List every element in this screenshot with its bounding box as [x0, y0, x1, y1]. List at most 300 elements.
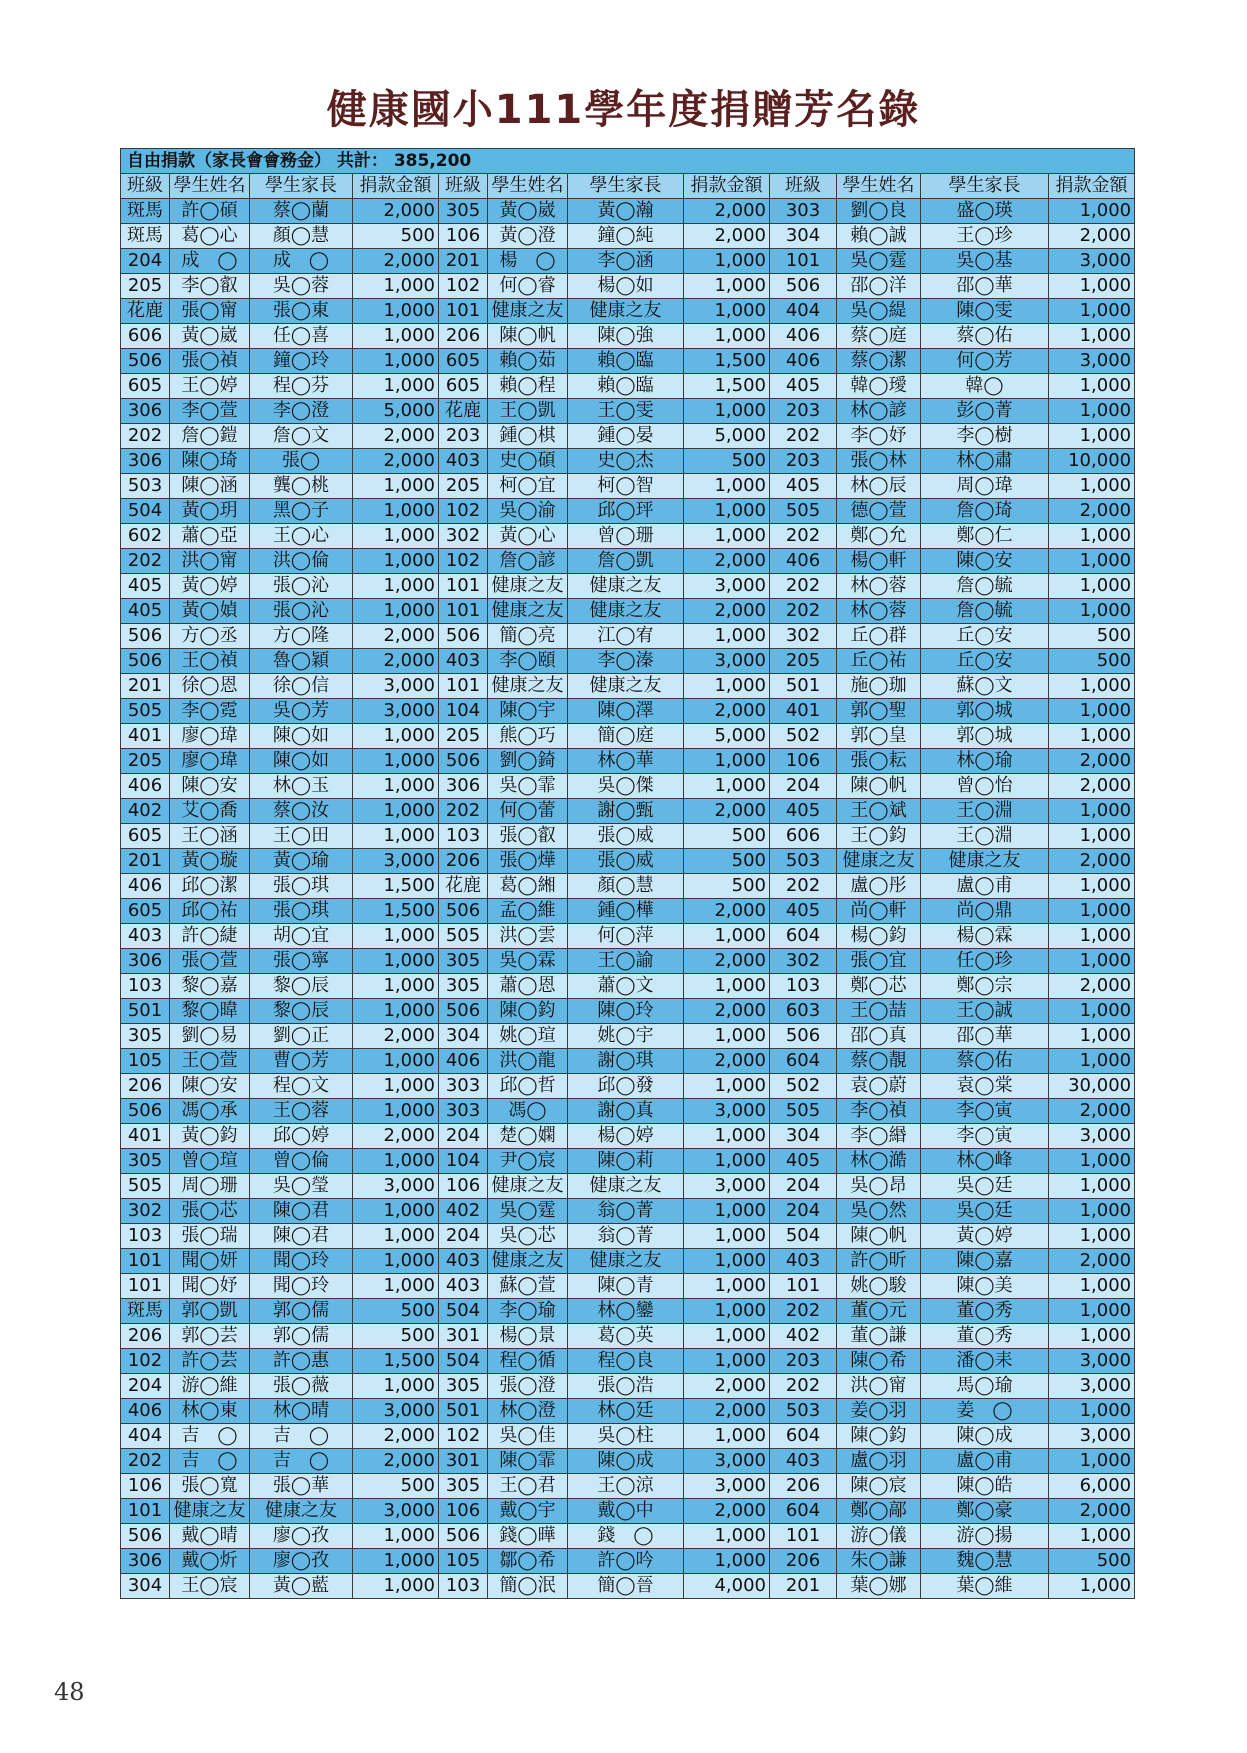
class-cell: 106	[770, 749, 837, 774]
class-cell: 504	[770, 1224, 837, 1249]
student-name-cell: 楊◯景	[488, 1324, 568, 1349]
donation-table	[120, 148, 1135, 1599]
student-name-cell: 張◯寬	[170, 1474, 250, 1499]
parent-name-cell: 李◯寅	[921, 1099, 1049, 1124]
table-row	[121, 1474, 1135, 1499]
student-name-cell: 黃◯璇	[170, 849, 250, 874]
student-name-cell: 陳◯琦	[170, 449, 250, 474]
student-name-cell: 邱◯祐	[170, 899, 250, 924]
class-cell: 506	[439, 1524, 488, 1549]
student-name-cell: 姚◯瑄	[488, 1024, 568, 1049]
table-row	[121, 974, 1135, 999]
class-cell: 406	[770, 549, 837, 574]
student-name-cell: 姚◯駿	[837, 1274, 921, 1299]
class-cell: 406	[121, 874, 170, 899]
table-row	[121, 1424, 1135, 1449]
class-cell: 302	[121, 1199, 170, 1224]
class-cell: 505	[439, 924, 488, 949]
amount-cell: 1,000	[684, 274, 770, 299]
parent-name-cell: 林◯華	[568, 749, 684, 774]
parent-name-cell: 游◯揚	[921, 1524, 1049, 1549]
class-cell: 204	[770, 1174, 837, 1199]
class-cell: 204	[439, 1124, 488, 1149]
table-row	[121, 774, 1135, 799]
parent-name-cell: 健康之友	[250, 1499, 353, 1524]
parent-name-cell: 魯◯穎	[250, 649, 353, 674]
header-row	[121, 174, 1135, 199]
student-name-cell: 韓◯璦	[837, 374, 921, 399]
student-name-cell: 邱◯哲	[488, 1074, 568, 1099]
student-name-cell: 王◯涵	[170, 824, 250, 849]
class-cell: 505	[770, 1099, 837, 1124]
class-cell: 203	[770, 1349, 837, 1374]
amount-cell: 1,000	[684, 1224, 770, 1249]
class-cell: 301	[439, 1324, 488, 1349]
parent-name-cell: 丘◯安	[921, 624, 1049, 649]
class-cell: 106	[439, 224, 488, 249]
parent-name-cell: 陳◯強	[568, 324, 684, 349]
amount-cell: 2,000	[353, 249, 439, 274]
student-name-cell: 方◯丞	[170, 624, 250, 649]
student-name-cell: 邱◯潔	[170, 874, 250, 899]
amount-cell: 1,000	[1049, 199, 1135, 224]
column-header: 學生家長	[568, 174, 684, 199]
student-name-cell: 健康之友	[837, 849, 921, 874]
amount-cell: 1,000	[684, 524, 770, 549]
student-name-cell: 吳◯渝	[488, 499, 568, 524]
parent-name-cell: 謝◯甄	[568, 799, 684, 824]
class-cell: 201	[770, 1574, 837, 1599]
class-cell: 203	[770, 449, 837, 474]
class-cell: 202	[439, 799, 488, 824]
parent-name-cell: 張◯沁	[250, 599, 353, 624]
table-row	[121, 1324, 1135, 1349]
parent-name-cell: 張◯琪	[250, 899, 353, 924]
amount-cell: 1,000	[684, 924, 770, 949]
amount-cell: 1,000	[353, 1374, 439, 1399]
amount-cell: 1,000	[1049, 1524, 1135, 1549]
student-name-cell: 陳◯帆	[837, 1224, 921, 1249]
student-name-cell: 黃◯崴	[170, 324, 250, 349]
table-row	[121, 1524, 1135, 1549]
student-name-cell: 蔡◯靚	[837, 1049, 921, 1074]
parent-name-cell: 廖◯孜	[250, 1549, 353, 1574]
student-name-cell: 黃◯澄	[488, 224, 568, 249]
class-cell: 403	[770, 1449, 837, 1474]
class-cell: 101	[439, 599, 488, 624]
parent-name-cell: 陳◯君	[250, 1224, 353, 1249]
student-name-cell: 詹◯鎧	[170, 424, 250, 449]
amount-cell: 1,000	[684, 974, 770, 999]
student-name-cell: 王◯鈞	[837, 824, 921, 849]
parent-name-cell: 聞◯玲	[250, 1249, 353, 1274]
student-name-cell: 陳◯涵	[170, 474, 250, 499]
amount-cell: 3,000	[353, 1499, 439, 1524]
class-cell: 201	[121, 674, 170, 699]
amount-cell: 3,000	[353, 699, 439, 724]
student-name-cell: 葉◯娜	[837, 1574, 921, 1599]
class-cell: 305	[439, 1474, 488, 1499]
class-cell: 102	[439, 274, 488, 299]
class-cell: 401	[770, 699, 837, 724]
student-name-cell: 戴◯宇	[488, 1499, 568, 1524]
amount-cell: 2,000	[1049, 224, 1135, 249]
amount-cell: 2,000	[353, 1024, 439, 1049]
parent-name-cell: 盧◯甫	[921, 874, 1049, 899]
class-cell: 606	[121, 324, 170, 349]
parent-name-cell: 陳◯雯	[921, 299, 1049, 324]
class-cell: 103	[439, 824, 488, 849]
student-name-cell: 聞◯妤	[170, 1274, 250, 1299]
amount-cell: 1,000	[684, 1299, 770, 1324]
table-row	[121, 824, 1135, 849]
amount-cell: 2,000	[684, 1374, 770, 1399]
class-cell: 104	[439, 1149, 488, 1174]
parent-name-cell: 邵◯華	[921, 1024, 1049, 1049]
amount-cell: 2,000	[1049, 499, 1135, 524]
amount-cell: 1,000	[684, 749, 770, 774]
parent-name-cell: 程◯芬	[250, 374, 353, 399]
class-cell: 406	[770, 349, 837, 374]
amount-cell: 1,000	[353, 574, 439, 599]
table-row	[121, 749, 1135, 774]
amount-cell: 1,000	[1049, 724, 1135, 749]
class-cell: 405	[770, 374, 837, 399]
parent-name-cell: 陳◯成	[568, 1449, 684, 1474]
amount-cell: 2,000	[1049, 849, 1135, 874]
class-cell: 101	[121, 1249, 170, 1274]
class-cell: 402	[439, 1199, 488, 1224]
amount-cell: 1,000	[684, 324, 770, 349]
class-cell: 202	[770, 424, 837, 449]
amount-cell: 1,000	[353, 599, 439, 624]
amount-cell: 1,000	[1049, 674, 1135, 699]
amount-cell: 2,000	[1049, 1099, 1135, 1124]
student-name-cell: 林◯蓉	[837, 574, 921, 599]
amount-cell: 1,000	[353, 299, 439, 324]
class-cell: 504	[121, 499, 170, 524]
amount-cell: 2,000	[684, 699, 770, 724]
page-title: 健康國小111學年度捐贈芳名錄	[326, 87, 921, 133]
parent-name-cell: 張◯寧	[250, 949, 353, 974]
class-cell: 506	[770, 274, 837, 299]
class-cell: 202	[121, 549, 170, 574]
amount-cell: 3,000	[684, 649, 770, 674]
amount-cell: 3,000	[353, 1174, 439, 1199]
class-cell: 506	[121, 1524, 170, 1549]
amount-cell: 6,000	[1049, 1474, 1135, 1499]
amount-cell: 3,000	[1049, 249, 1135, 274]
parent-name-cell: 鐘◯純	[568, 224, 684, 249]
student-name-cell: 董◯元	[837, 1299, 921, 1324]
class-cell: 503	[770, 1399, 837, 1424]
table-row	[121, 199, 1135, 224]
student-name-cell: 詹◯諺	[488, 549, 568, 574]
class-cell: 斑馬	[121, 199, 170, 224]
student-name-cell: 盧◯彤	[837, 874, 921, 899]
class-cell: 102	[439, 499, 488, 524]
table-row	[121, 449, 1135, 474]
amount-cell: 2,000	[353, 1449, 439, 1474]
class-cell: 305	[439, 949, 488, 974]
table-row	[121, 1299, 1135, 1324]
class-cell: 202	[770, 874, 837, 899]
parent-name-cell: 健康之友	[568, 1174, 684, 1199]
class-cell: 204	[770, 1199, 837, 1224]
table-row	[121, 1099, 1135, 1124]
student-name-cell: 林◯辰	[837, 474, 921, 499]
table-row	[121, 1199, 1135, 1224]
amount-cell: 2,000	[684, 599, 770, 624]
student-name-cell: 史◯碩	[488, 449, 568, 474]
amount-cell: 2,000	[353, 449, 439, 474]
amount-cell: 3,000	[1049, 1374, 1135, 1399]
class-cell: 505	[121, 1174, 170, 1199]
amount-cell: 1,000	[353, 749, 439, 774]
amount-cell: 1,000	[684, 1024, 770, 1049]
class-cell: 101	[770, 1524, 837, 1549]
parent-name-cell: 吳◯廷	[921, 1174, 1049, 1199]
class-cell: 405	[770, 799, 837, 824]
column-header: 捐款金額	[1049, 174, 1135, 199]
parent-name-cell: 王◯諭	[568, 949, 684, 974]
parent-name-cell: 詹◯毓	[921, 574, 1049, 599]
student-name-cell: 楊◯軒	[837, 549, 921, 574]
student-name-cell: 健康之友	[488, 599, 568, 624]
parent-name-cell: 程◯文	[250, 1074, 353, 1099]
class-cell: 301	[439, 1449, 488, 1474]
student-name-cell: 李◯禎	[837, 1099, 921, 1124]
student-name-cell: 林◯蓉	[837, 599, 921, 624]
parent-name-cell: 黑◯子	[250, 499, 353, 524]
student-name-cell: 李◯萱	[170, 399, 250, 424]
table-row	[121, 1349, 1135, 1374]
student-name-cell: 李◯叡	[170, 274, 250, 299]
amount-cell: 1,000	[1049, 1574, 1135, 1599]
column-header: 捐款金額	[684, 174, 770, 199]
student-name-cell: 王◯禎	[170, 649, 250, 674]
parent-name-cell: 賴◯臨	[568, 374, 684, 399]
amount-cell: 2,000	[684, 224, 770, 249]
amount-cell: 1,000	[1049, 899, 1135, 924]
class-cell: 103	[439, 1574, 488, 1599]
class-cell: 405	[121, 574, 170, 599]
student-name-cell: 張◯林	[837, 449, 921, 474]
amount-cell: 1,000	[1049, 549, 1135, 574]
class-cell: 202	[770, 599, 837, 624]
amount-cell: 3,000	[684, 1474, 770, 1499]
student-name-cell: 郭◯皇	[837, 724, 921, 749]
student-name-cell: 李◯妤	[837, 424, 921, 449]
student-name-cell: 董◯謙	[837, 1324, 921, 1349]
parent-name-cell: 鍾◯晏	[568, 424, 684, 449]
student-name-cell: 蔡◯庭	[837, 324, 921, 349]
student-name-cell: 蕭◯恩	[488, 974, 568, 999]
parent-name-cell: 林◯晴	[250, 1399, 353, 1424]
parent-name-cell: 謝◯琪	[568, 1049, 684, 1074]
student-name-cell: 聞◯妍	[170, 1249, 250, 1274]
table-row	[121, 1149, 1135, 1174]
class-cell: 303	[439, 1074, 488, 1099]
parent-name-cell: 黃◯瀚	[568, 199, 684, 224]
class-cell: 405	[121, 599, 170, 624]
class-cell: 406	[770, 324, 837, 349]
student-name-cell: 洪◯甯	[170, 549, 250, 574]
column-header: 捐款金額	[353, 174, 439, 199]
student-name-cell: 曾◯瑄	[170, 1149, 250, 1174]
amount-cell: 1,000	[353, 1524, 439, 1549]
class-cell: 203	[439, 424, 488, 449]
parent-name-cell: 馬◯瑜	[921, 1374, 1049, 1399]
table-row	[121, 274, 1135, 299]
parent-name-cell: 詹◯毓	[921, 599, 1049, 624]
amount-cell: 30,000	[1049, 1074, 1135, 1099]
parent-name-cell: 詹◯琦	[921, 499, 1049, 524]
student-name-cell: 健康之友	[488, 1249, 568, 1274]
student-name-cell: 陳◯安	[170, 1074, 250, 1099]
amount-cell: 1,000	[1049, 1299, 1135, 1324]
student-name-cell: 陳◯宇	[488, 699, 568, 724]
amount-cell: 1,000	[353, 774, 439, 799]
parent-name-cell: 健康之友	[568, 599, 684, 624]
class-cell: 203	[770, 399, 837, 424]
parent-name-cell: 黃◯藍	[250, 1574, 353, 1599]
student-name-cell: 張◯芯	[170, 1199, 250, 1224]
amount-cell: 1,000	[353, 1224, 439, 1249]
student-name-cell: 周◯珊	[170, 1174, 250, 1199]
student-name-cell: 游◯維	[170, 1374, 250, 1399]
table-row	[121, 474, 1135, 499]
parent-name-cell: 郭◯城	[921, 724, 1049, 749]
parent-name-cell: 詹◯文	[250, 424, 353, 449]
class-cell: 503	[121, 474, 170, 499]
student-name-cell: 姜◯羽	[837, 1399, 921, 1424]
amount-cell: 2,000	[684, 549, 770, 574]
parent-name-cell: 簡◯庭	[568, 724, 684, 749]
parent-name-cell: 吉 ◯	[250, 1449, 353, 1474]
parent-name-cell: 丘◯安	[921, 649, 1049, 674]
parent-name-cell: 陳◯如	[250, 749, 353, 774]
parent-name-cell: 吳◯廷	[921, 1199, 1049, 1224]
parent-name-cell: 陳◯玲	[568, 999, 684, 1024]
amount-cell: 3,000	[684, 1174, 770, 1199]
parent-name-cell: 董◯秀	[921, 1299, 1049, 1324]
class-cell: 102	[121, 1349, 170, 1374]
student-name-cell: 吉 ◯	[170, 1449, 250, 1474]
parent-name-cell: 徐◯信	[250, 674, 353, 699]
amount-cell: 2,000	[684, 899, 770, 924]
class-cell: 305	[439, 199, 488, 224]
table-row	[121, 699, 1135, 724]
amount-cell: 2,000	[1049, 1499, 1135, 1524]
amount-cell: 1,000	[1049, 1324, 1135, 1349]
parent-name-cell: 王◯珍	[921, 224, 1049, 249]
class-cell: 606	[770, 824, 837, 849]
parent-name-cell: 張◯威	[568, 849, 684, 874]
student-name-cell: 健康之友	[488, 674, 568, 699]
parent-name-cell: 何◯萍	[568, 924, 684, 949]
student-name-cell: 邵◯真	[837, 1024, 921, 1049]
table-row	[121, 1124, 1135, 1149]
parent-name-cell: 黃◯婷	[921, 1224, 1049, 1249]
parent-name-cell: 楊◯霖	[921, 924, 1049, 949]
amount-cell: 1,000	[1049, 299, 1135, 324]
amount-cell: 1,000	[684, 499, 770, 524]
amount-cell: 1,500	[353, 874, 439, 899]
amount-cell: 1,000	[353, 949, 439, 974]
class-cell: 604	[770, 1049, 837, 1074]
student-name-cell: 陳◯鈞	[837, 1424, 921, 1449]
parent-name-cell: 健康之友	[568, 574, 684, 599]
amount-cell: 5,000	[684, 424, 770, 449]
class-cell: 503	[770, 849, 837, 874]
student-name-cell: 徐◯恩	[170, 674, 250, 699]
amount-cell: 2,000	[1049, 774, 1135, 799]
student-name-cell: 柯◯宜	[488, 474, 568, 499]
amount-cell: 2,000	[684, 799, 770, 824]
parent-name-cell: 陳◯成	[921, 1424, 1049, 1449]
column-header: 班級	[770, 174, 837, 199]
amount-cell: 1,000	[1049, 1174, 1135, 1199]
class-cell: 105	[439, 1549, 488, 1574]
parent-name-cell: 聞◯玲	[250, 1274, 353, 1299]
parent-name-cell: 蔡◯佑	[921, 1049, 1049, 1074]
class-cell: 204	[770, 774, 837, 799]
class-cell: 104	[439, 699, 488, 724]
amount-cell: 500	[1049, 1549, 1135, 1574]
student-name-cell: 葛◯心	[170, 224, 250, 249]
class-cell: 103	[770, 974, 837, 999]
amount-cell: 3,000	[353, 674, 439, 699]
student-name-cell: 吳◯霆	[837, 249, 921, 274]
table-row	[121, 224, 1135, 249]
student-name-cell: 許◯昕	[837, 1249, 921, 1274]
student-name-cell: 鄭◯允	[837, 524, 921, 549]
student-name-cell: 簡◯泯	[488, 1574, 568, 1599]
class-cell: 401	[121, 1124, 170, 1149]
student-name-cell: 黎◯暐	[170, 999, 250, 1024]
amount-cell: 1,000	[1049, 824, 1135, 849]
amount-cell: 2,000	[353, 1424, 439, 1449]
table-row	[121, 499, 1135, 524]
student-name-cell: 吳◯緹	[837, 299, 921, 324]
parent-name-cell: 周◯瑋	[921, 474, 1049, 499]
parent-name-cell: 王◯誠	[921, 999, 1049, 1024]
parent-name-cell: 陳◯澤	[568, 699, 684, 724]
amount-cell: 1,000	[353, 1199, 439, 1224]
parent-name-cell: 郭◯儒	[250, 1324, 353, 1349]
amount-cell: 1,000	[684, 1124, 770, 1149]
amount-cell: 1,000	[353, 799, 439, 824]
class-cell: 303	[439, 1099, 488, 1124]
class-cell: 506	[770, 1024, 837, 1049]
parent-name-cell: 吳◯基	[921, 249, 1049, 274]
student-name-cell: 王◯斌	[837, 799, 921, 824]
class-cell: 603	[770, 999, 837, 1024]
student-name-cell: 許◯碩	[170, 199, 250, 224]
amount-cell: 2,000	[684, 1399, 770, 1424]
amount-cell: 2,000	[1049, 1249, 1135, 1274]
student-name-cell: 尚◯軒	[837, 899, 921, 924]
parent-name-cell: 鍾◯樺	[568, 899, 684, 924]
amount-cell: 3,000	[684, 1449, 770, 1474]
class-cell: 206	[770, 1474, 837, 1499]
student-name-cell: 吳◯佳	[488, 1424, 568, 1449]
parent-name-cell: 曾◯倫	[250, 1149, 353, 1174]
amount-cell: 1,000	[684, 1349, 770, 1374]
amount-cell: 500	[353, 1474, 439, 1499]
amount-cell: 1,000	[1049, 324, 1135, 349]
